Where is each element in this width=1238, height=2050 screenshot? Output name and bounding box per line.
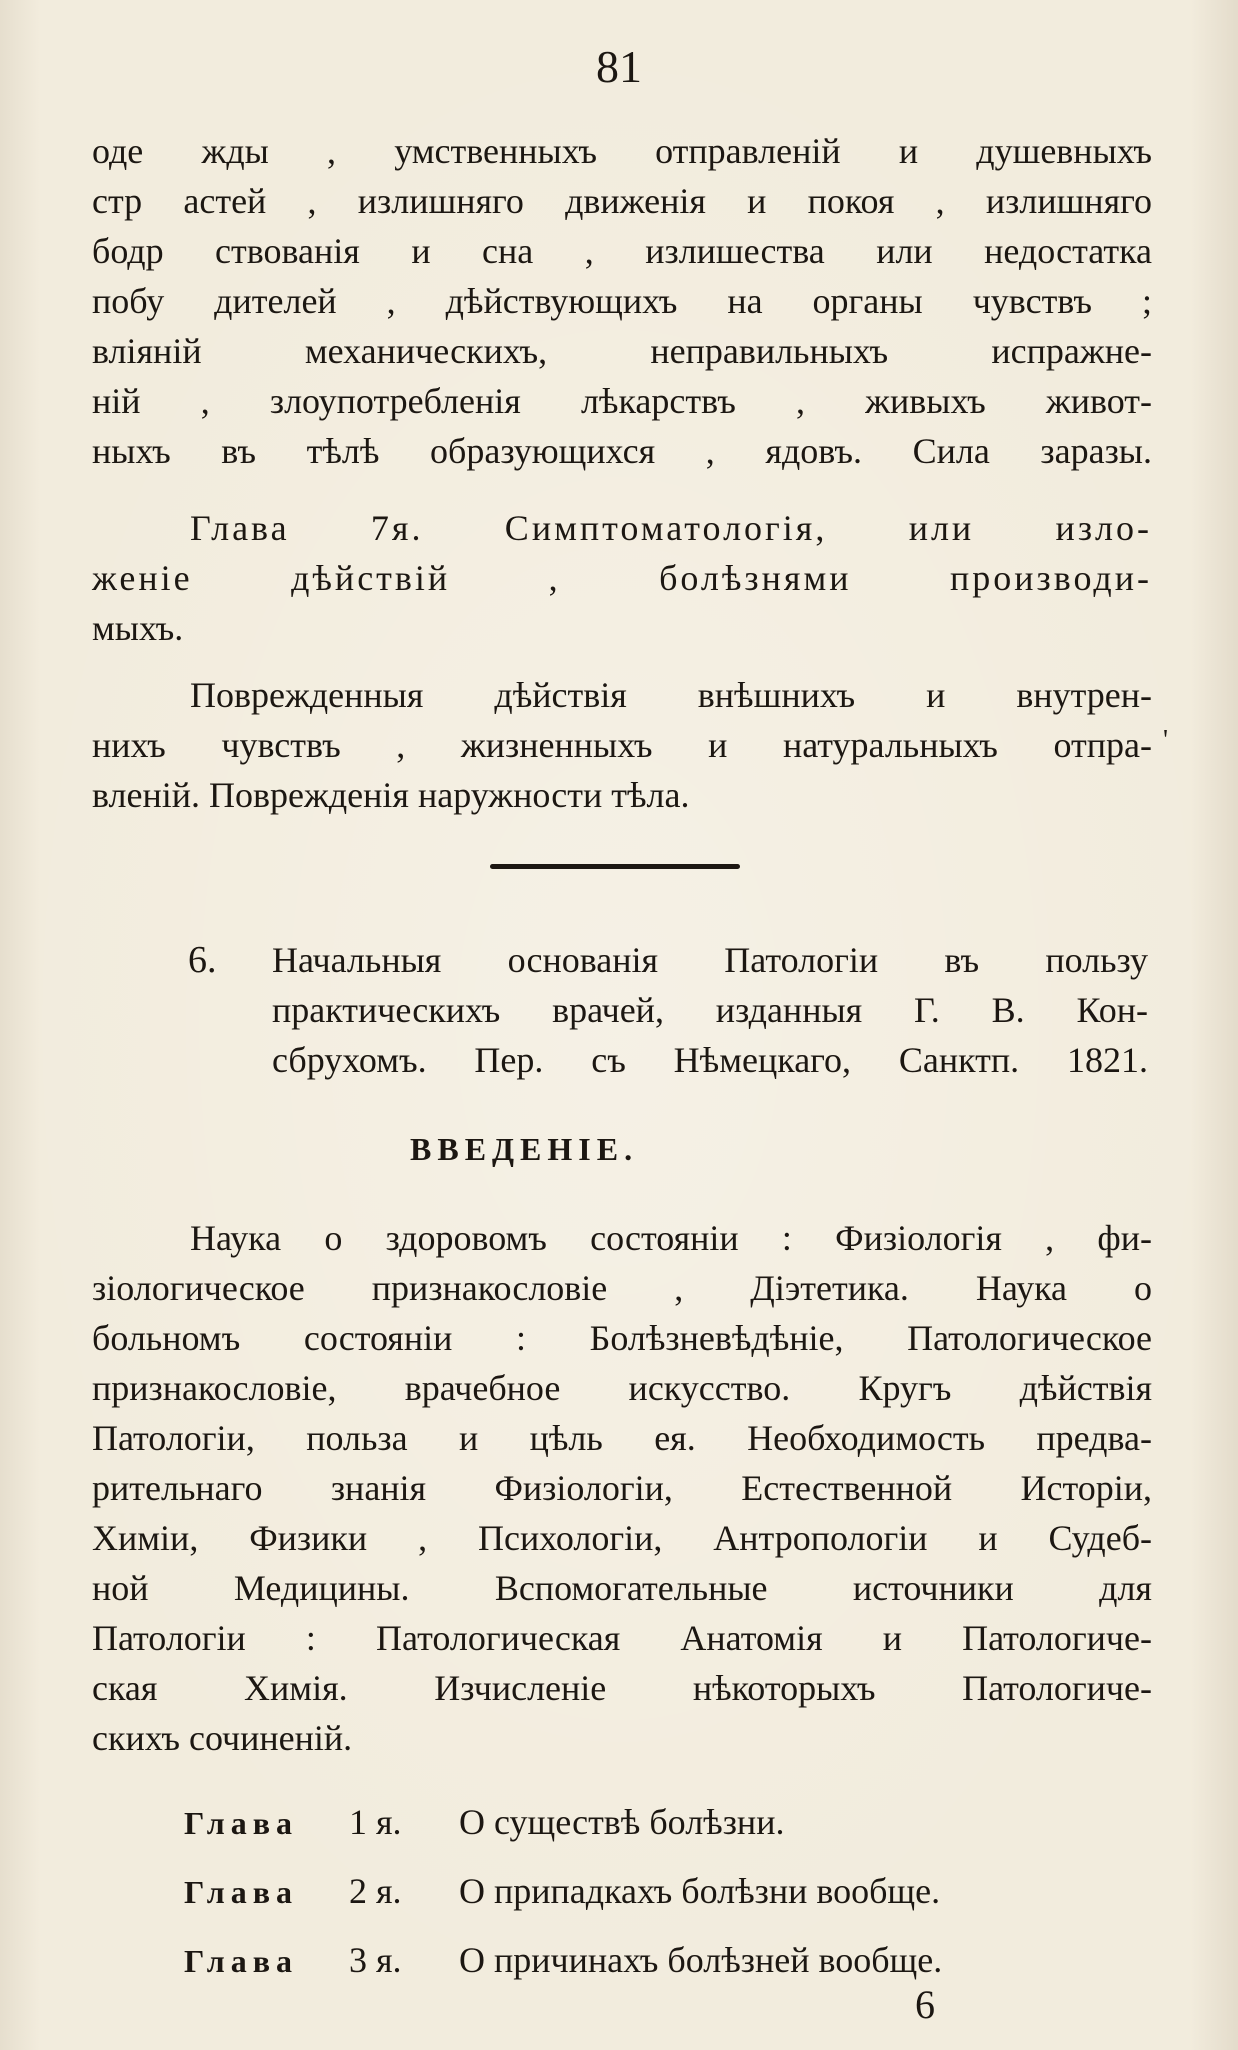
text-line: больномъ состояніи : Болѣзневѣдѣніе, Патологическое (92, 1318, 1152, 1358)
chapter-label: Глава (184, 1805, 298, 1841)
text-line: Глава 7я. Симптоматологія, или изло- (190, 508, 1152, 548)
chapter-number: 2 я. (349, 1871, 402, 1911)
text-line: ская Химія. Изчисленіе нѣкоторыхъ Патологиче- (92, 1668, 1152, 1708)
text-line: зіологическое признакословіе , Діэтетика. Наука о (92, 1268, 1152, 1308)
text-line: вліяній механическихъ, неправильныхъ испражне- (92, 331, 1152, 371)
chapter-number: 1 я. (349, 1802, 402, 1842)
chapter-3 (184, 1935, 942, 1986)
bibliographic-entry (272, 935, 1148, 1085)
chapter-7-heading (92, 503, 1152, 653)
text-line: стр астей , излишняго движенія и покоя , излишняго (92, 181, 1152, 221)
text-line: признакословіе, врачебное искусство. Кругъ дѣйствія (92, 1368, 1152, 1408)
text-line: рительнаго знанія Физіологіи, Естественной Исторіи, (92, 1468, 1152, 1508)
section-divider (490, 864, 740, 869)
chapter-7-paragraph (92, 670, 1152, 820)
text-line: скихъ сочиненій. (92, 1718, 353, 1758)
chapter-number: 3 я. (349, 1940, 402, 1980)
chapter-1 (184, 1797, 784, 1848)
text-line: ныхъ въ тѣлѣ образующихся , ядовъ. Сила заразы. (92, 431, 1152, 471)
chapter-title: О припадкахъ болѣзни вообще. (459, 1871, 941, 1911)
text-line: Поврежденныя дѣйствія внѣшнихъ и внутрен- (190, 675, 1152, 715)
chapter-label: Глава (184, 1943, 298, 1979)
chapter-2 (184, 1866, 940, 1917)
chapter-title: О причинахъ болѣзней вообще. (459, 1940, 943, 1980)
signature-mark: 6 (915, 1982, 935, 2027)
text-line: мыхъ. (92, 608, 184, 648)
introduction-heading: ВВЕДЕНІЕ. (410, 1131, 639, 1167)
chapter-title: О существѣ болѣзни. (459, 1802, 785, 1842)
text-line: Патологіи : Патологическая Анатомія и Патологиче- (92, 1618, 1152, 1658)
text-line: сбрухомъ. Пер. съ Нѣмецкаго, Санктп. 1821. (272, 1040, 1148, 1080)
text-line: оде жды , умственныхъ отправленій и душевныхъ (92, 131, 1152, 171)
introduction-paragraph (92, 1213, 1152, 1763)
text-line: ній , злоупотребленія лѣкарствъ , живыхъ живот- (92, 381, 1152, 421)
continuation-paragraph (92, 126, 1152, 476)
text-line: женіе дѣйствій , болѣзнями производи- (92, 558, 1152, 598)
text-line: практическихъ врачей, изданныя Г. В. Кон- (272, 990, 1148, 1030)
entry-number: 6. (188, 939, 217, 981)
text-line: нихъ чувствъ , жизненныхъ и натуральныхъ отпра- (92, 725, 1152, 765)
page-number: 81 (596, 41, 642, 92)
text-line: вленій. Поврежденія наружности тѣла. (92, 775, 690, 815)
chapter-label: Глава (184, 1874, 298, 1910)
text-line: Патологіи, польза и цѣль ея. Необходимость предва- (92, 1418, 1152, 1458)
text-line: ной Медицины. Вспомогательные источники для (92, 1568, 1152, 1608)
text-line: Начальныя основанія Патологіи въ пользу (272, 940, 1148, 980)
text-line: бодр ствованія и сна , излишества или недостатка (92, 231, 1152, 271)
stray-mark: ' (1163, 725, 1169, 756)
text-line: Наука о здоровомъ состояніи : Физіологія , фи- (190, 1218, 1152, 1258)
text-line: побу дителей , дѣйствующихъ на органы чувствъ ; (92, 281, 1152, 321)
text-line: Химіи, Физики , Психологіи, Антропологіи и Судеб- (92, 1518, 1152, 1558)
